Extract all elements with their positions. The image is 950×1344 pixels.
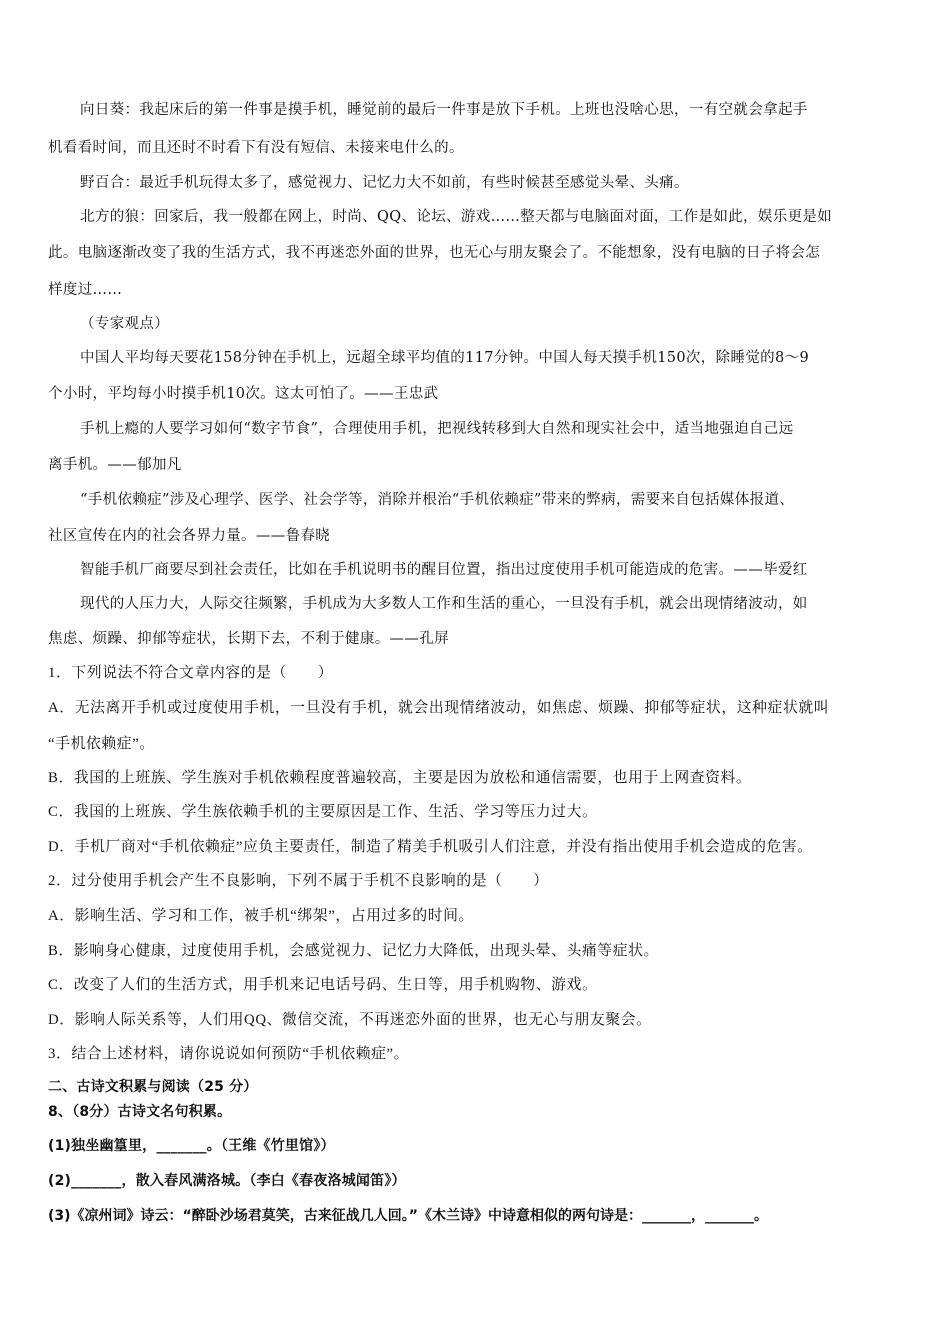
question1-option-d: D．手机厂商对“手机依赖症”应负主要责任，制造了精美手机吸引人们注意，并没有指出使用手机会造成的危害。 bbox=[48, 839, 813, 855]
question1-option-a-line2: “手机依赖症”。 bbox=[48, 736, 155, 752]
material-p3-line2: 此。电脑逐渐改变了我的生活方式，我不再迷恋外面的世界，也无心与朋友聚会了。不能想象，没有电脑的日子将会怎 bbox=[48, 245, 821, 261]
question2-option-c: C．改变了人们的生活方式，用手机来记电话号码、生日等，用手机购物、游戏。 bbox=[48, 977, 598, 993]
material-p3-line1: 北方的狼：回家后，我一般都在网上，时尚、QQ、论坛、游戏……整天都与电脑面对面，工作是如此，娱乐更是如 bbox=[80, 209, 833, 225]
question2-option-a: A．影响生活、学习和工作，被手机“绑架”，占用过多的时间。 bbox=[48, 908, 474, 924]
expert2-line1: 手机上瘾的人要学习如何“数字节食”，合理使用手机，把视线转移到大自然和现实社会中，适当地强迫自己远 bbox=[80, 421, 794, 437]
expert4-line1: 智能手机厂商要尽到社会责任，比如在手机说明书的醒目位置，指出过度使用手机可能造成的危害。——毕爱红 bbox=[80, 562, 808, 578]
question8-item2: (2)_______，散入春风满洛城。（李白《春夜洛城闻笛》） bbox=[48, 1173, 406, 1189]
expert3-line1: “手机依赖症”涉及心理学、医学、社会学等，消除并根治“手机依赖症”带来的弊病，需要来自包括媒体报道、 bbox=[80, 492, 795, 508]
expert5-line2: 焦虑、烦躁、抑郁等症状，长期下去，不利于健康。——孔屏 bbox=[48, 631, 449, 647]
expert1-line2: 个小时，平均每小时摸手机10次。这太可怕了。——王忠武 bbox=[48, 386, 439, 402]
question1-stem: 1．下列说法不符合文章内容的是（ ） bbox=[48, 665, 334, 681]
question1-option-b: B．我国的上班族、学生族对手机依赖程度普遍较高，主要是因为放松和通信需要，也用于上网查资料。 bbox=[48, 770, 752, 786]
question8-title: 8、（8分）古诗文名句积累。 bbox=[48, 1104, 232, 1120]
material-p1-line2: 机看看时间，而且还时不时看下有没有短信、未接来电什么的。 bbox=[48, 140, 464, 156]
question3-stem: 3．结合上述材料，请你说说如何预防“手机依赖症”。 bbox=[48, 1046, 410, 1062]
expert1-line1: 中国人平均每天要花158分钟在手机上，远超全球平均值的117分钟。中国人每天摸手机150次，除睡觉的8～9 bbox=[80, 350, 810, 366]
expert2-line2: 离手机。——郁加凡 bbox=[48, 457, 182, 473]
expert-heading: （专家观点） bbox=[80, 316, 170, 332]
question1-option-c: C．我国的上班族、学生族依赖手机的主要原因是工作、生活、学习等压力过大。 bbox=[48, 804, 598, 820]
section2-heading: 二、古诗文积累与阅读（25 分） bbox=[48, 1079, 258, 1095]
expert5-line1: 现代的人压力大，人际交往频繁，手机成为大多数人工作和生活的重心，一旦没有手机，就会出现情绪波动，如 bbox=[80, 596, 808, 612]
question2-option-d: D．影响人际关系等，人们用QQ、微信交流，不再迷恋外面的世界，也无心与朋友聚会。 bbox=[48, 1012, 652, 1028]
expert3-line2: 社区宣传在内的社会各界力量。——鲁春晓 bbox=[48, 528, 331, 544]
material-p2-line1: 野百合：最近手机玩得太多了，感觉视力、记忆力大不如前，有些时候甚至感觉头晕、头痛。 bbox=[80, 175, 689, 191]
question8-item3: (3)《凉州词》诗云：“醉卧沙场君莫笑，古来征战几人回。”《木兰诗》中诗意相似的两句诗是：_______，_______。 bbox=[48, 1208, 768, 1224]
material-p3-line3: 样度过…… bbox=[48, 282, 123, 298]
question2-option-b: B．影响身心健康，过度使用手机，会感觉视力、记忆力大降低，出现头晕、头痛等症状。 bbox=[48, 943, 659, 959]
question2-stem: 2．过分使用手机会产生不良影响，下列不属于手机不良影响的是（ ） bbox=[48, 873, 549, 889]
question8-item1: (1)独坐幽篁里，_______。（王维《竹里馆》） bbox=[48, 1138, 335, 1154]
question1-option-a-line1: A．无法离开手机或过度使用手机，一旦没有手机，就会出现情绪波动，如焦虑、烦躁、抑郁等症状，这种症状就叫 bbox=[48, 700, 830, 716]
material-p1-line1: 向日葵：我起床后的第一件事是摸手机，睡觉前的最后一件事是放下手机。上班也没啥心思，一有空就会拿起手 bbox=[80, 102, 808, 118]
